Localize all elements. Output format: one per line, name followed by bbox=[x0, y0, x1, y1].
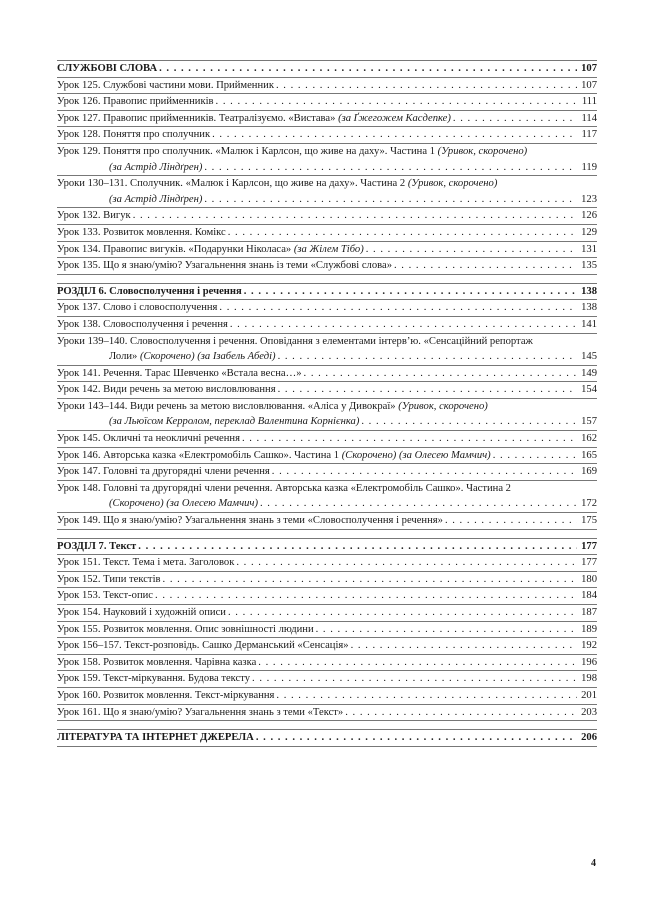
toc-entry-line bbox=[57, 622, 597, 638]
toc-entry bbox=[57, 77, 597, 94]
toc-entry-line bbox=[57, 176, 597, 192]
lesson-page-number: 114 bbox=[581, 112, 597, 124]
toc-entry-line bbox=[57, 366, 597, 382]
dot-leader bbox=[163, 572, 577, 588]
lesson-page-number: 201 bbox=[581, 689, 597, 701]
lesson-page-number: 187 bbox=[581, 607, 597, 618]
lesson-page-number: 172 bbox=[581, 498, 597, 510]
table-of-contents bbox=[57, 60, 597, 747]
toc-section bbox=[57, 538, 597, 722]
toc-section bbox=[57, 283, 597, 530]
lesson-title: Головні та другорядні члени речення. Авторська казка «Електромобіль Сашко». Частина 2 bbox=[103, 482, 511, 494]
toc-entry-text bbox=[57, 655, 597, 671]
lesson-page-number: 119 bbox=[581, 161, 597, 173]
toc-entry-line bbox=[57, 431, 597, 447]
lesson-title: Що я знаю/умію? Узагальнення знань із теми «Службові слова» bbox=[103, 260, 392, 272]
toc-entry-line bbox=[57, 572, 597, 588]
dot-leader bbox=[204, 160, 577, 176]
lesson-title: Розвиток мовлення. Комікс bbox=[103, 226, 226, 238]
toc-entry-text bbox=[57, 111, 597, 127]
toc-entry-text bbox=[57, 555, 597, 571]
lesson-title: Типи текстів bbox=[103, 573, 161, 585]
toc-entry-text bbox=[57, 78, 597, 94]
lesson-label: Урок 154. bbox=[57, 607, 101, 618]
lesson-page-number: 131 bbox=[581, 243, 597, 255]
toc-entry-line bbox=[57, 688, 597, 704]
lesson-page-number: 196 bbox=[581, 656, 597, 668]
section-page-number: 107 bbox=[581, 63, 597, 74]
lesson-page-number: 135 bbox=[581, 260, 597, 272]
toc-entry-line bbox=[57, 382, 597, 398]
lesson-source-cont: (за Льюїсом Керролом, переклад Валентина Корнієнка) bbox=[109, 416, 360, 428]
dot-leader bbox=[453, 111, 577, 127]
toc-entry-text bbox=[57, 638, 597, 654]
lesson-page-number: 157 bbox=[581, 416, 597, 428]
lesson-label: Урок 134. bbox=[57, 243, 101, 255]
toc-entry bbox=[57, 512, 597, 529]
toc-entry bbox=[57, 654, 597, 671]
section-page-number: 138 bbox=[581, 285, 597, 297]
toc-entry bbox=[57, 365, 597, 382]
section-heading-entry bbox=[57, 730, 597, 746]
lesson-page-number: 184 bbox=[581, 590, 597, 602]
lesson-title: Словосполучення і речення. Оповідання з елементами інтерв’ю. «Сенсаційний репортаж bbox=[130, 335, 533, 347]
lesson-page-number: 141 bbox=[581, 318, 597, 330]
toc-entry bbox=[57, 143, 597, 175]
lesson-source: (за Ґжегожем Касдепке) bbox=[338, 112, 451, 124]
toc-entry-text bbox=[57, 588, 597, 604]
toc-entry-text bbox=[57, 688, 597, 704]
dot-leader bbox=[276, 688, 577, 704]
toc-entry-line bbox=[57, 638, 597, 654]
dot-leader bbox=[228, 605, 577, 621]
dot-leader bbox=[345, 705, 577, 721]
lesson-label: Уроки 130–131. bbox=[57, 178, 128, 190]
lesson-page-number: 129 bbox=[581, 226, 597, 238]
toc-entry-text bbox=[57, 464, 597, 480]
toc-entry-text bbox=[57, 94, 597, 110]
toc-section bbox=[57, 729, 597, 747]
lesson-title: Що я знаю/умію? Узагальнення знань з теми «Текст» bbox=[103, 706, 344, 718]
toc-entry-line bbox=[57, 448, 597, 464]
toc-entry bbox=[57, 447, 597, 464]
dot-leader bbox=[445, 513, 577, 529]
section-heading-entry bbox=[57, 284, 597, 300]
lesson-title: Розвиток мовлення. Чарівна казка bbox=[103, 656, 257, 668]
toc-entry bbox=[57, 299, 597, 316]
lesson-page-number: 154 bbox=[581, 384, 597, 396]
lesson-source-cont: (Скорочено) (за Ізабель Абеді) bbox=[140, 351, 276, 363]
toc-entry-line bbox=[57, 481, 597, 497]
lesson-title: Правопис вигуків. «Подарунки Ніколаса» bbox=[103, 243, 292, 255]
dot-leader bbox=[260, 496, 577, 512]
toc-entry-line bbox=[57, 300, 597, 316]
lesson-label: Урок 155. bbox=[57, 623, 101, 635]
dot-leader bbox=[278, 349, 577, 365]
lesson-label: Урок 129. bbox=[57, 145, 101, 157]
toc-entry-text bbox=[57, 366, 597, 382]
toc-entry-line bbox=[57, 655, 597, 671]
toc-entry bbox=[57, 175, 597, 207]
lesson-title: Розвиток мовлення. Опис зовнішності людини bbox=[103, 623, 314, 635]
lesson-title: Словосполучення і речення bbox=[103, 318, 228, 330]
toc-entry-line bbox=[57, 334, 597, 350]
lesson-label: Урок 146. bbox=[57, 449, 101, 461]
toc-entry-line bbox=[57, 588, 597, 604]
lesson-label: Урок 160. bbox=[57, 689, 101, 701]
section-heading-entry bbox=[57, 539, 597, 555]
page-number: 4 bbox=[591, 858, 596, 869]
toc-entry-continuation bbox=[57, 349, 597, 365]
lesson-label: Урок 149. bbox=[57, 515, 101, 527]
lesson-page-number: 123 bbox=[581, 193, 597, 205]
lesson-source-cont: (за Астрід Ліндґрен) bbox=[109, 193, 203, 205]
toc-entry-line bbox=[57, 513, 597, 529]
toc-entry-text bbox=[57, 448, 597, 464]
section-heading bbox=[57, 730, 597, 746]
lesson-title: Що я знаю/умію? Узагальнення знань з теми «Словосполучення і речення» bbox=[103, 515, 443, 527]
toc-entry-line bbox=[57, 94, 597, 110]
lesson-title: Правопис прийменників. Театралізуємо. «Вистава» bbox=[103, 112, 336, 124]
section-title: РОЗДІЛ 6. Словосполучення і речення bbox=[57, 285, 242, 297]
toc-entry bbox=[57, 241, 597, 258]
lesson-page-number: 126 bbox=[581, 210, 597, 222]
toc-entry bbox=[57, 207, 597, 224]
toc-entry bbox=[57, 480, 597, 512]
toc-entry-line bbox=[57, 144, 597, 160]
section-title: РОЗДІЛ 7. Текст bbox=[57, 540, 137, 552]
section-heading bbox=[57, 61, 597, 77]
lesson-source: (за Жілем Тібо) bbox=[293, 243, 364, 255]
toc-entry-text bbox=[57, 572, 597, 588]
toc-entry bbox=[57, 126, 597, 143]
toc-entry-text bbox=[57, 513, 597, 529]
lesson-page-number: 117 bbox=[581, 129, 597, 141]
section-title: СЛУЖБОВІ СЛОВА bbox=[57, 63, 158, 74]
toc-entry-text bbox=[57, 300, 597, 316]
dot-leader bbox=[236, 555, 577, 571]
lesson-title: Службові частини мови. Прийменник bbox=[103, 79, 274, 91]
section-heading-line bbox=[57, 284, 597, 300]
toc-section bbox=[57, 60, 597, 275]
lesson-label: Урок 125. bbox=[57, 79, 101, 91]
toc-entry bbox=[57, 93, 597, 110]
toc-entry bbox=[57, 637, 597, 654]
lesson-title: Авторська казка «Електромобіль Сашко». Частина 1 bbox=[103, 449, 340, 461]
lesson-page-number: 169 bbox=[581, 466, 597, 478]
lesson-page-number: 189 bbox=[581, 623, 597, 635]
toc-entry-text bbox=[57, 258, 597, 274]
lesson-label: Урок 141. bbox=[57, 367, 101, 379]
lesson-page-number: 107 bbox=[581, 79, 597, 91]
lesson-label: Урок 138. bbox=[57, 318, 101, 330]
toc-entry-continuation bbox=[57, 192, 597, 208]
section-heading-line bbox=[57, 730, 597, 746]
lesson-label: Урок 158. bbox=[57, 656, 101, 668]
lesson-title: Поняття про сполучник. «Малюк і Карлсон, що живе на даху». Частина 1 bbox=[103, 145, 436, 157]
toc-entry-text bbox=[57, 622, 597, 638]
toc-entry-line bbox=[57, 317, 597, 333]
toc-entry bbox=[57, 621, 597, 638]
dot-leader bbox=[394, 258, 577, 274]
dot-leader bbox=[252, 671, 577, 687]
dot-leader bbox=[216, 94, 577, 110]
dot-leader bbox=[256, 730, 577, 746]
toc-entry bbox=[57, 604, 597, 621]
lesson-label: Урок 133. bbox=[57, 226, 101, 238]
lesson-page-number: 177 bbox=[581, 557, 597, 569]
dot-leader bbox=[219, 300, 577, 316]
dot-leader bbox=[133, 208, 577, 224]
lesson-title: Головні та другорядні члени речення bbox=[103, 466, 270, 478]
dot-leader bbox=[366, 242, 577, 258]
section-heading-line bbox=[57, 61, 597, 77]
toc-entry bbox=[57, 316, 597, 333]
lesson-page-number: 192 bbox=[581, 640, 597, 652]
lesson-source: (Уривок, скорочено) bbox=[398, 400, 488, 412]
lesson-page-number: 145 bbox=[581, 351, 597, 363]
lesson-page-number: 111 bbox=[581, 96, 597, 108]
dot-leader bbox=[278, 382, 577, 398]
lesson-label: Урок 128. bbox=[57, 129, 101, 141]
toc-entry bbox=[57, 704, 597, 721]
lesson-label: Урок 161. bbox=[57, 706, 101, 718]
section-title: ЛІТЕРАТУРА ТА ІНТЕРНЕТ ДЖЕРЕЛА bbox=[57, 732, 254, 744]
toc-entry-text bbox=[57, 382, 597, 398]
toc-entry-line bbox=[57, 464, 597, 480]
dot-leader bbox=[230, 317, 577, 333]
lesson-title: Речення. Тарас Шевченко «Встала весна…» bbox=[103, 367, 302, 379]
toc-entry bbox=[57, 110, 597, 127]
lesson-title-cont: Лоли» bbox=[109, 351, 138, 363]
section-heading bbox=[57, 284, 597, 300]
lesson-title: Текст. Тема і мета. Заголовок bbox=[103, 557, 235, 569]
toc-entry bbox=[57, 571, 597, 588]
lesson-page-number: 203 bbox=[581, 706, 597, 718]
lesson-label: Урок 127. bbox=[57, 112, 101, 124]
lesson-page-number: 180 bbox=[581, 573, 597, 585]
toc-entry-line bbox=[57, 127, 597, 143]
lesson-source: (Скорочено) (за Олесею Мамчич) bbox=[341, 449, 491, 461]
lesson-title: Слово і словосполучення bbox=[103, 302, 218, 314]
dot-leader bbox=[304, 366, 577, 382]
toc-entry bbox=[57, 463, 597, 480]
lesson-page-number: 149 bbox=[581, 367, 597, 379]
section-page-number: 206 bbox=[581, 732, 597, 744]
toc-entry bbox=[57, 398, 597, 430]
lesson-title: Вигук bbox=[103, 210, 131, 222]
lesson-title: Види речень за метою висловлювання bbox=[103, 384, 276, 396]
lesson-title: Текст-розповідь. Сашко Дерманський «Сенсація» bbox=[124, 640, 349, 652]
dot-leader bbox=[138, 539, 577, 555]
dot-leader bbox=[361, 414, 577, 430]
dot-leader bbox=[258, 655, 577, 671]
toc-entry-continuation bbox=[57, 160, 597, 176]
toc-entry-line bbox=[57, 705, 597, 721]
lesson-page-number: 162 bbox=[581, 433, 597, 445]
toc-entry bbox=[57, 430, 597, 447]
toc-entry-line bbox=[57, 258, 597, 274]
toc-entry-line bbox=[57, 671, 597, 687]
lesson-label: Урок 126. bbox=[57, 96, 101, 108]
lesson-label: Урок 137. bbox=[57, 302, 101, 314]
lesson-title: Поняття про сполучник bbox=[103, 129, 211, 141]
lesson-label: Уроки 139–140. bbox=[57, 335, 128, 347]
section-page-number: 177 bbox=[581, 540, 597, 552]
toc-entry-text bbox=[57, 208, 597, 224]
toc-entry-text bbox=[57, 225, 597, 241]
toc-entry-text bbox=[57, 481, 597, 512]
toc-entry bbox=[57, 587, 597, 604]
toc-entry-line bbox=[57, 78, 597, 94]
toc-entry-continuation bbox=[57, 496, 597, 512]
lesson-page-number: 198 bbox=[581, 673, 597, 685]
toc-entry-continuation bbox=[57, 414, 597, 430]
toc-entry bbox=[57, 554, 597, 571]
section-heading bbox=[57, 539, 597, 555]
lesson-title: Окличні та неокличні речення bbox=[103, 433, 240, 445]
toc-entry-line bbox=[57, 242, 597, 258]
toc-entry-text bbox=[57, 317, 597, 333]
lesson-title: Науковий і художній описи bbox=[103, 607, 226, 618]
dot-leader bbox=[159, 61, 577, 77]
dot-leader bbox=[228, 225, 577, 241]
toc-entry-text bbox=[57, 176, 597, 207]
lesson-label: Уроки 143–144. bbox=[57, 400, 128, 412]
toc-entry bbox=[57, 381, 597, 398]
toc-entry bbox=[57, 333, 597, 365]
lesson-title: Текст-опис bbox=[103, 590, 154, 602]
lesson-title: Текст-міркування. Будова тексту bbox=[103, 673, 251, 685]
toc-entry-line bbox=[57, 111, 597, 127]
toc-entry bbox=[57, 687, 597, 704]
lesson-label: Урок 151. bbox=[57, 557, 101, 569]
lesson-title: Розвиток мовлення. Текст-міркування bbox=[103, 689, 275, 701]
lesson-label: Урок 156–157. bbox=[57, 640, 122, 652]
lesson-label: Урок 148. bbox=[57, 482, 101, 494]
toc-entry-text bbox=[57, 605, 597, 621]
lesson-title: Види речень за метою висловлювання. «Аліса у Дивокраї» bbox=[130, 400, 396, 412]
section-heading-entry bbox=[57, 61, 597, 77]
lesson-source-cont: (Скорочено) (за Олесею Мамчич) bbox=[109, 498, 258, 510]
toc-entry-line bbox=[57, 208, 597, 224]
toc-entry-text bbox=[57, 144, 597, 175]
toc-entry bbox=[57, 670, 597, 687]
lesson-label: Урок 147. bbox=[57, 466, 101, 478]
dot-leader bbox=[272, 464, 577, 480]
toc-entry-text bbox=[57, 242, 597, 258]
toc-entry-line bbox=[57, 225, 597, 241]
toc-entry-line bbox=[57, 555, 597, 571]
dot-leader bbox=[316, 622, 577, 638]
dot-leader bbox=[276, 78, 577, 94]
toc-entry-line bbox=[57, 605, 597, 621]
lesson-label: Урок 159. bbox=[57, 673, 101, 685]
toc-entry-text bbox=[57, 671, 597, 687]
dot-leader bbox=[493, 448, 577, 464]
lesson-source: (Уривок, скорочено) bbox=[407, 178, 498, 190]
dot-leader bbox=[242, 431, 577, 447]
lesson-label: Урок 132. bbox=[57, 210, 101, 222]
lesson-label: Урок 153. bbox=[57, 590, 101, 602]
section-heading-line bbox=[57, 539, 597, 555]
toc-entry-text bbox=[57, 127, 597, 143]
lesson-title: Сполучник. «Малюк і Карлсон, що живе на даху». Частина 2 bbox=[130, 178, 406, 190]
dot-leader bbox=[204, 192, 577, 208]
lesson-source-cont: (за Астрід Ліндґрен) bbox=[109, 161, 203, 173]
toc-entry bbox=[57, 257, 597, 274]
toc-entry bbox=[57, 224, 597, 241]
lesson-page-number: 175 bbox=[581, 515, 597, 527]
dot-leader bbox=[244, 284, 577, 300]
lesson-label: Урок 145. bbox=[57, 433, 101, 445]
toc-entry-text bbox=[57, 431, 597, 447]
toc-entry-line bbox=[57, 399, 597, 415]
lesson-page-number: 138 bbox=[581, 302, 597, 314]
lesson-label: Урок 142. bbox=[57, 384, 101, 396]
lesson-title: Правопис прийменників bbox=[103, 96, 214, 108]
dot-leader bbox=[155, 588, 577, 604]
lesson-page-number: 165 bbox=[581, 449, 597, 461]
toc-entry-text bbox=[57, 399, 597, 430]
dot-leader bbox=[351, 638, 577, 654]
lesson-label: Урок 135. bbox=[57, 260, 101, 272]
toc-entry-text bbox=[57, 705, 597, 721]
lesson-source: (Уривок, скорочено) bbox=[437, 145, 528, 157]
dot-leader bbox=[212, 127, 577, 143]
lesson-label: Урок 152. bbox=[57, 573, 101, 585]
toc-entry-text bbox=[57, 334, 597, 365]
